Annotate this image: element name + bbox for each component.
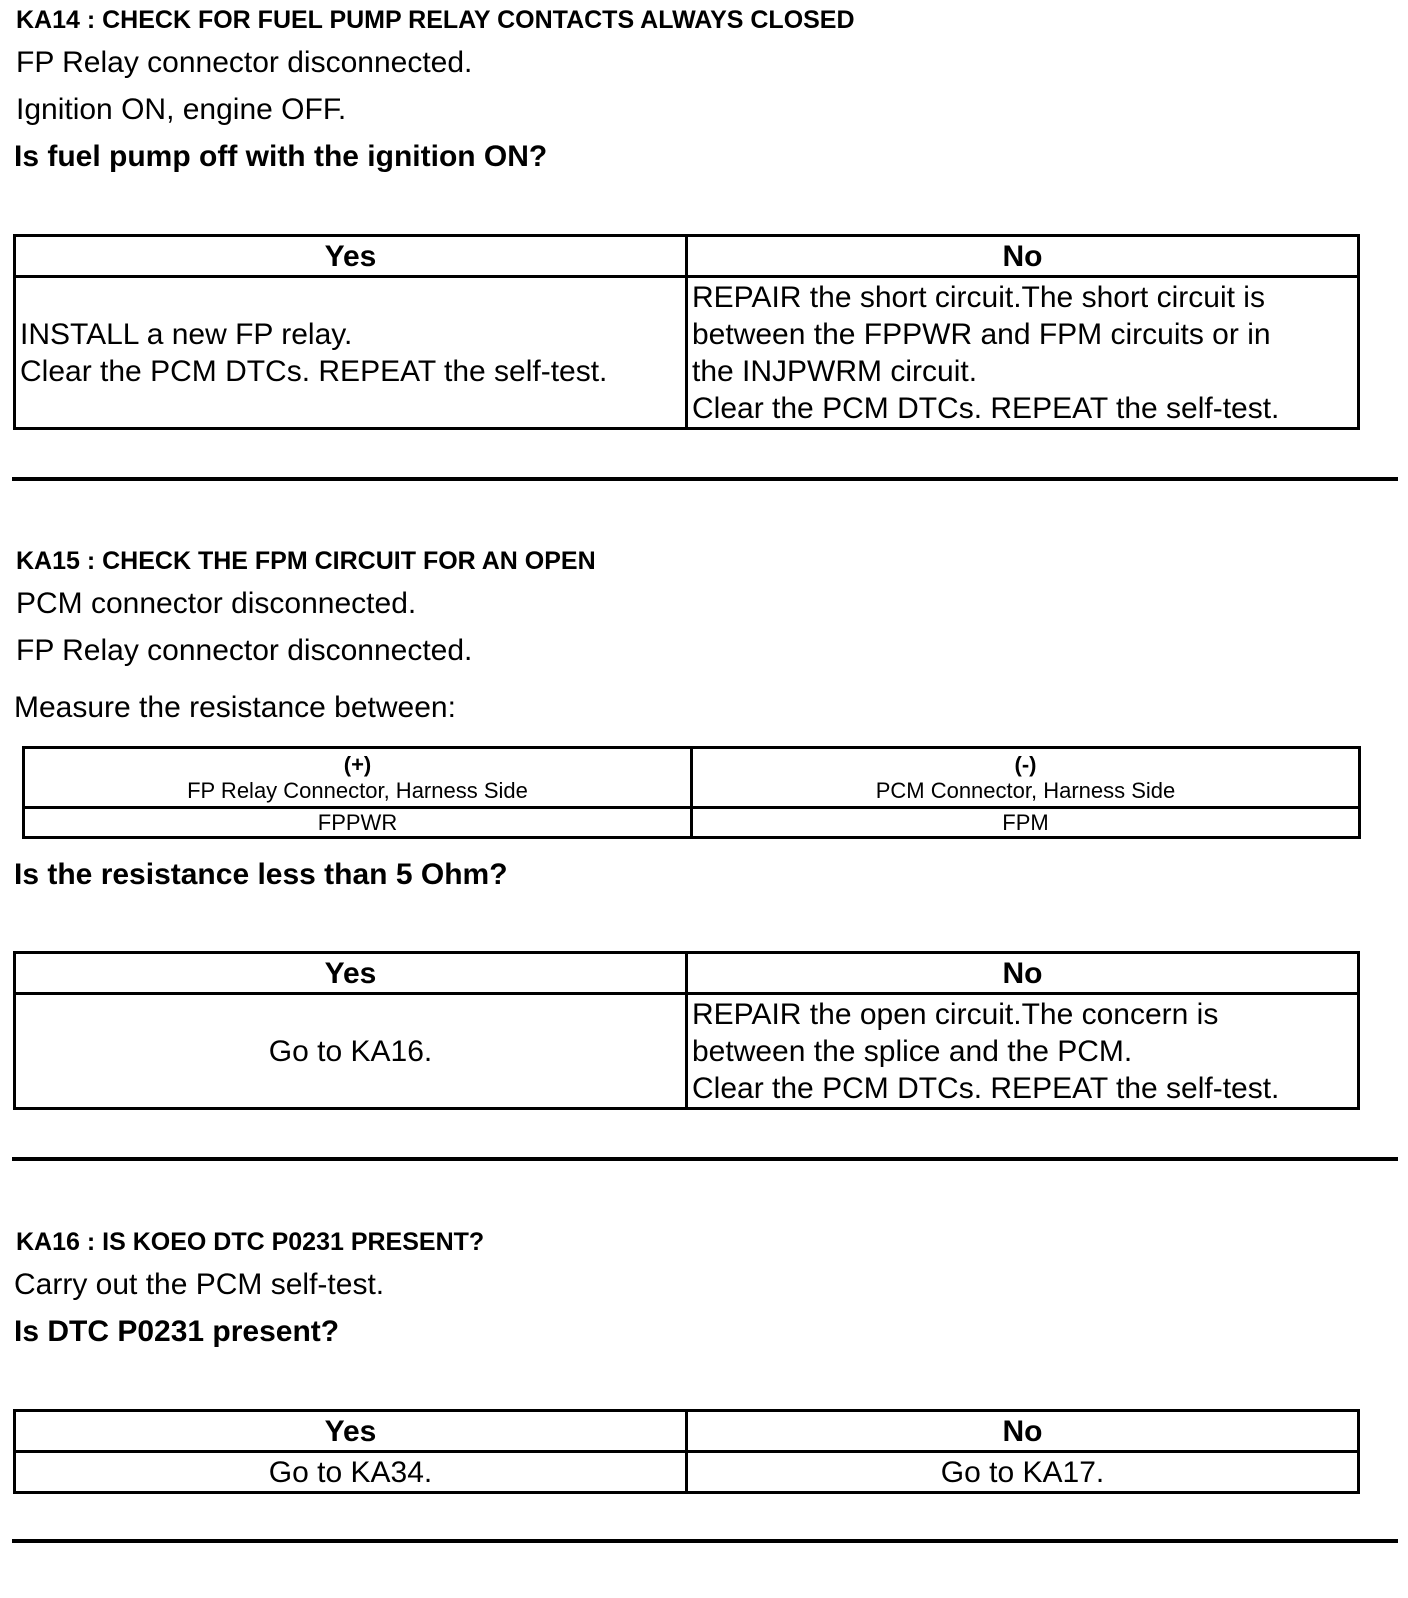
ka14-question: Is fuel pump off with the ignition ON? [14, 140, 548, 173]
ka15-negative-connector: PCM Connector, Harness Side [875, 777, 1176, 803]
ka15-positive-probe-header [24, 748, 692, 808]
ka15-title: KA15 : CHECK THE FPM CIRCUIT FOR AN OPEN [16, 547, 596, 575]
ka14-yes-header: Yes [15, 236, 687, 277]
ka14-yes-cell [15, 277, 687, 429]
ka14-title: KA14 : CHECK FOR FUEL PUMP RELAY CONTACTS ALWAYS CLOSED [16, 6, 855, 34]
ka15-result-table [13, 951, 1360, 1110]
ka16-condition-1: Carry out the PCM self-test. [14, 1268, 385, 1301]
ka15-positive-connector: FP Relay Connector, Harness Side [187, 777, 528, 803]
ka16-question: Is DTC P0231 present? [14, 1315, 340, 1348]
ka14-no-line-2: between the FPPWR and FPM circuits or in [692, 317, 1271, 351]
ka14-yes-line-2: Clear the PCM DTCs. REPEAT the self-test. [20, 354, 608, 388]
ka16-no-header: No [687, 1411, 1359, 1452]
ka14-no-header: No [687, 236, 1359, 277]
ka14-condition-2: Ignition ON, engine OFF. [16, 93, 347, 126]
ka15-yes-cell: Go to KA16. [15, 994, 687, 1109]
ka14-condition-1: FP Relay connector disconnected. [16, 46, 473, 79]
ka14-no-line-1: REPAIR the short circuit.The short circuit is [692, 280, 1265, 314]
ka15-no-line-3: Clear the PCM DTCs. REPEAT the self-test. [692, 1071, 1280, 1105]
ka14-yes-line-1: INSTALL a new FP relay. [20, 317, 353, 351]
ka14-no-line-4: Clear the PCM DTCs. REPEAT the self-test. [692, 391, 1280, 425]
ka15-negative-probe-header [692, 748, 1360, 808]
section-divider [12, 1157, 1398, 1161]
ka15-instruction: Measure the resistance between: [14, 691, 456, 724]
ka15-condition-2: FP Relay connector disconnected. [16, 634, 473, 667]
ka15-negative-pin: FPM [692, 808, 1360, 838]
section-divider [12, 1539, 1398, 1543]
ka16-yes-cell: Go to KA34. [15, 1452, 687, 1493]
ka16-result-table [13, 1409, 1360, 1494]
ka15-measurement-table [22, 746, 1361, 839]
ka15-no-header: No [687, 953, 1359, 994]
ka15-no-line-2: between the splice and the PCM. [692, 1034, 1133, 1068]
ka15-no-line-1: REPAIR the open circuit.The concern is [692, 997, 1219, 1031]
ka15-yes-header: Yes [15, 953, 687, 994]
ka15-negative-sign: (-) [1014, 751, 1037, 777]
section-divider [12, 477, 1398, 481]
ka15-positive-pin: FPPWR [24, 808, 692, 838]
ka16-no-cell: Go to KA17. [687, 1452, 1359, 1493]
ka15-condition-1: PCM connector disconnected. [16, 587, 417, 620]
ka14-no-line-3: the INJPWRM circuit. [692, 354, 978, 388]
ka15-positive-sign: (+) [343, 751, 372, 777]
ka16-yes-header: Yes [15, 1411, 687, 1452]
ka14-no-cell [687, 277, 1359, 429]
ka15-no-cell [687, 994, 1359, 1109]
ka15-question: Is the resistance less than 5 Ohm? [14, 858, 508, 891]
ka16-title: KA16 : IS KOEO DTC P0231 PRESENT? [16, 1228, 485, 1256]
ka14-result-table [13, 234, 1360, 430]
